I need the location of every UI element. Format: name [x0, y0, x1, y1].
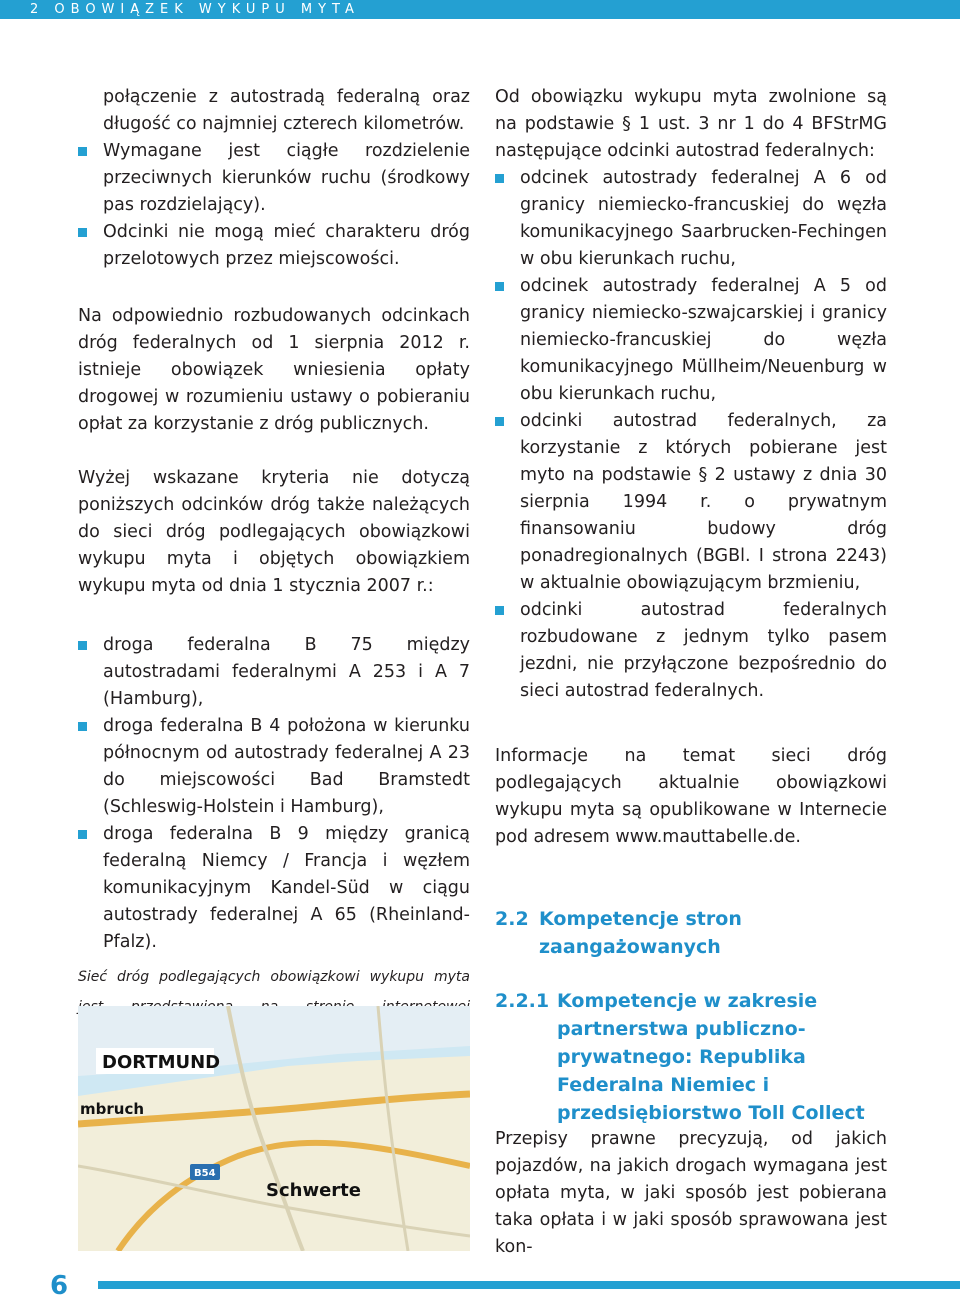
list-item-text: Wymagane jest ciągłe rozdzielenie przeciwnych kierunków ruchu (środkowy pas rozdzielający). — [103, 141, 470, 215]
section-heading — [495, 905, 887, 961]
list-item-text: połączenie z autostradą federalną oraz długość co najmniej czterech kilometrów. — [103, 87, 470, 134]
list-item — [78, 219, 470, 273]
square-bullet-icon — [78, 147, 87, 156]
map-label-schwerte: Schwerte — [266, 1180, 361, 1201]
header-bar — [0, 0, 960, 19]
list-item-text: odcinek autostrady federalnej A 6 od granicy niemiecko-francuskiej do węzła komunikacyjnego Saarbrucken-Fechingen w obu kierunkach ruchu, — [520, 168, 887, 269]
square-bullet-icon — [78, 641, 87, 650]
map-label-mbruch: mbruch — [80, 1100, 145, 1118]
page-number: 6 — [50, 1271, 69, 1301]
list-item — [78, 713, 470, 821]
list-item — [495, 408, 887, 597]
map-label-shield: B54 — [194, 1168, 216, 1179]
map-caption: Sieć dróg podlegających obowiązkowi wykupu myta — [78, 969, 470, 985]
toll-road-map-image — [78, 1006, 470, 1251]
square-bullet-icon — [495, 417, 504, 426]
list-item — [78, 821, 470, 956]
footer-rule — [98, 1281, 960, 1289]
square-bullet-icon — [495, 282, 504, 291]
subsection-title: Kompetencje w zakresie partnerstwa publiczno-prywatnego: Republika Federalna Niemiec i przedsiębiorstwo Toll Collect — [557, 990, 865, 1124]
paragraph: Przepisy prawne precyzują, od jakich pojazdów, na jakich drogach wymagana jest opłata myta, w jaki sposób jest pobierana taka opłata i w jaki sposób sprawowana jest kon- — [495, 1129, 887, 1257]
list-item — [78, 138, 470, 219]
square-bullet-icon — [78, 830, 87, 839]
section-title: Kompetencje stron zaangażowanych — [539, 908, 742, 958]
list-item-text: droga federalna B 4 położona w kierunku północnym od autostrady federalnej A 23 do miejscowości Bad Bramstedt (Schleswig-Holstein i Hamburg), — [103, 716, 470, 817]
paragraph: Informacje na temat sieci dróg podlegających aktualnie obowiązkowi wykupu myta są opublikowane w Internecie pod adresem www.mauttabelle.de. — [495, 746, 887, 847]
list-item-text: odcinki autostrad federalnych, za korzystanie z których pobierane jest myto na podstawie § 2 ustawy z dnia 30 sierpnia 1994 r. o prywatnym finansowaniu budowy dróg ponadregionalnych (BGBl. I strona 2243) w aktualnie obowiązującym brzmieniu, — [520, 411, 887, 593]
square-bullet-icon — [495, 174, 504, 183]
map-label-dortmund: DORTMUND — [102, 1052, 221, 1073]
running-header: 2 OBOWIĄZEK WYKUPU MYTA — [30, 2, 360, 17]
list-item-text: droga federalna B 9 między granicą federalną Niemcy / Francja i węzłem komunikacyjnym Kandel-Süd w ciągu autostrady federalnej A 65 (Rheinland-Pfalz). — [103, 824, 470, 952]
list-item — [495, 273, 887, 408]
paragraph: Na odpowiednio rozbudowanych odcinkach dróg federalnych od 1 sierpnia 2012 r. istnieje obowiązek wniesienia opłaty drogowej w rozumieniu ustawy o pobieraniu opłat za korzystanie z dróg publicznych. — [78, 306, 470, 434]
list-item-text: Odcinki nie mogą mieć charakteru dróg przelotowych przez miejscowości. — [103, 222, 470, 269]
square-bullet-icon — [495, 606, 504, 615]
subsection-number: 2.2.1 — [495, 990, 550, 1012]
list-item-text: droga federalna B 75 między autostradami federalnymi A 253 i A 7 (Hamburg), — [103, 635, 470, 709]
list-item — [78, 84, 470, 138]
square-bullet-icon — [78, 228, 87, 237]
roads-list — [78, 632, 470, 956]
criteria-list — [78, 84, 470, 273]
list-item-text: odcinek autostrady federalnej A 5 od granicy niemiecko-szwajcarskiej i granicy niemiecko-francuskiej do węzła komunikacyjnego Müllheim/Neuenburg w obu kierunkach ruchu, — [520, 276, 887, 404]
exempt-list — [495, 165, 887, 705]
subsection-heading — [495, 987, 887, 1127]
list-item — [495, 165, 887, 273]
square-bullet-icon — [78, 722, 87, 731]
section-number: 2.2 — [495, 908, 529, 930]
paragraph: Od obowiązku wykupu myta zwolnione są na podstawie § 1 ust. 3 nr 1 do 4 BFStrMG następujące odcinki autostrad federalnych: — [495, 87, 887, 161]
list-item-text: odcinki autostrad federalnych rozbudowane z jednym tylko pasem jezdni, nie przyłączone bezpośrednio do sieci autostrad federalnych. — [520, 600, 887, 701]
paragraph: Wyżej wskazane kryteria nie dotyczą poniższych odcinków dróg także należących do sieci dróg podlegających obowiązkowi wykupu myta i objętych obowiązkiem wykupu myta od dnia 1 stycznia 2007 r.: — [78, 468, 470, 596]
list-item — [495, 597, 887, 705]
list-item — [78, 632, 470, 713]
